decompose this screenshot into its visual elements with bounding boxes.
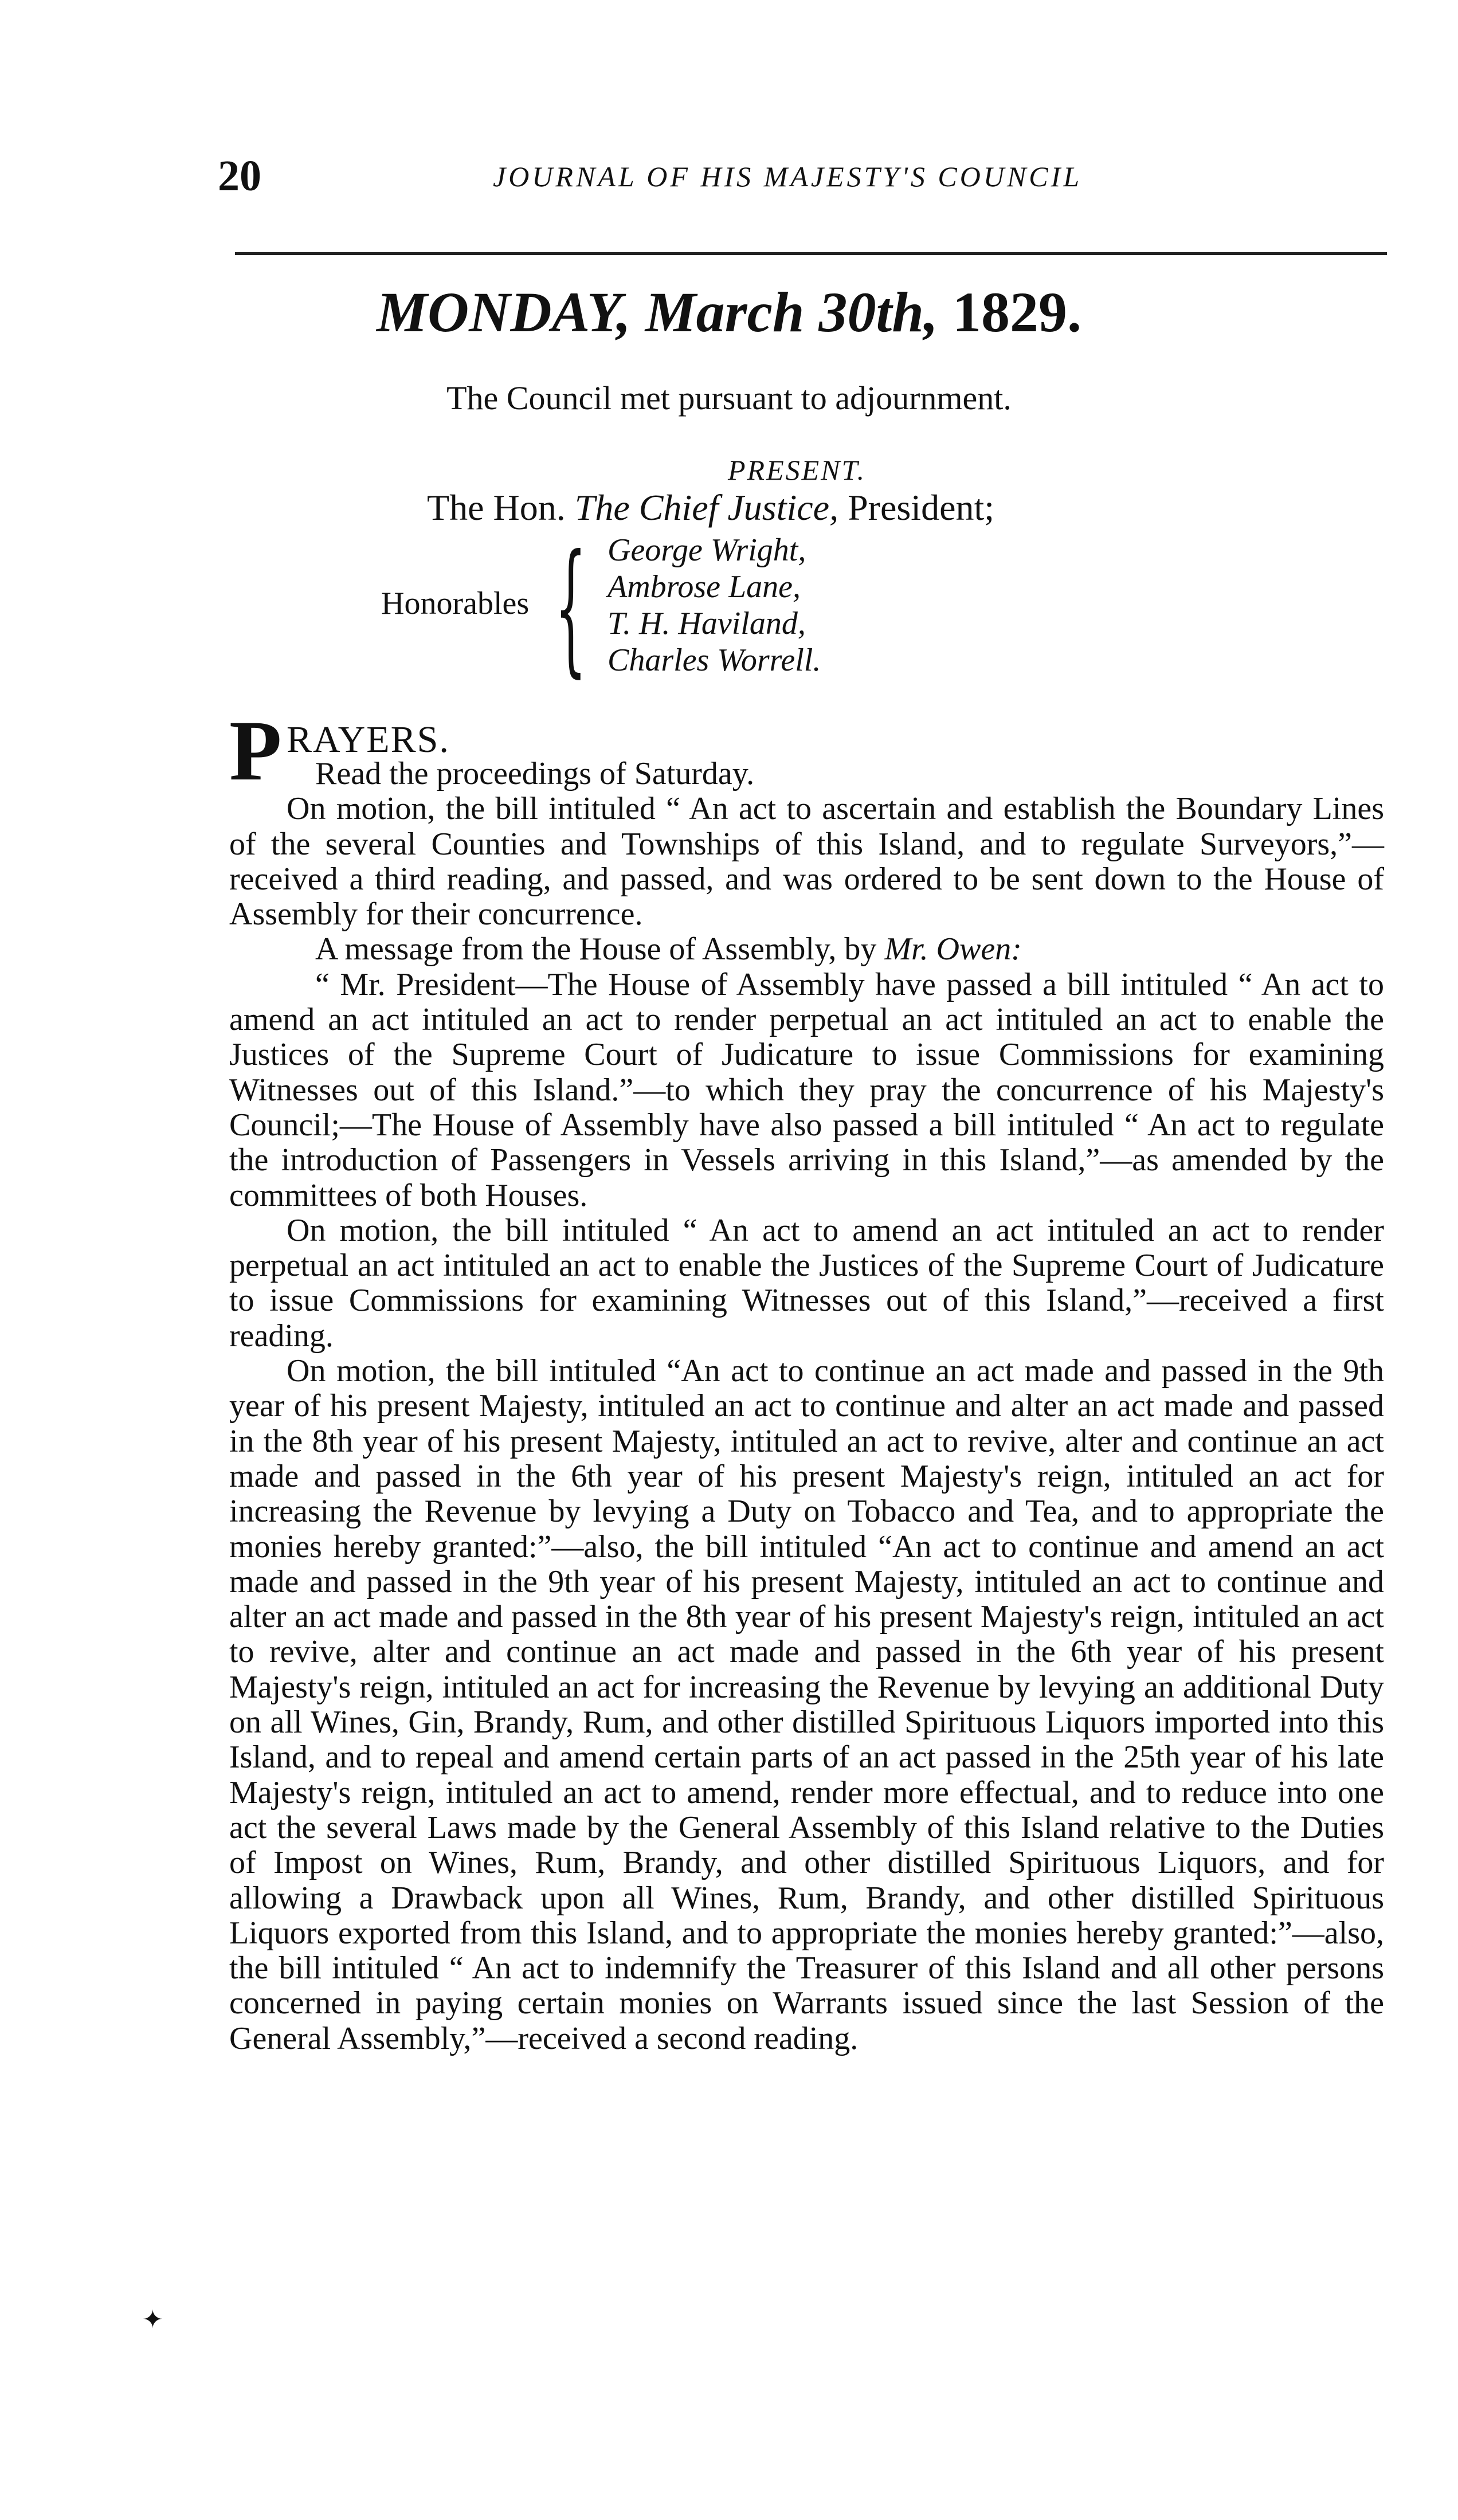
messenger-name: Mr. Owen: — [884, 931, 1022, 967]
margin-mark: ✦ — [142, 2306, 163, 2334]
president-line — [427, 486, 994, 530]
running-head — [218, 150, 1387, 202]
heading-day: MONDAY, — [377, 280, 631, 344]
header-rule — [235, 252, 1387, 255]
paragraph: Read the proceedings of Saturday. — [315, 756, 755, 791]
body-text — [229, 757, 1384, 2056]
paragraph — [229, 932, 1384, 967]
message-intro: A message from the House of Assembly, by — [315, 931, 885, 967]
member-list — [608, 532, 821, 679]
heading-date: March 30th, — [645, 280, 938, 344]
date-heading — [0, 275, 1458, 350]
heading-year: 1829. — [952, 280, 1081, 344]
president-suffix: President; — [848, 487, 995, 528]
brace-glyph: { — [555, 524, 587, 691]
paragraph: “ Mr. President—The House of Assembly have passed a bill intituled “ An act to amend an act intituled an act to render perpetual an act intituled an act to enable the Justices of the Supreme Court of Judicature to issue Commissions for examining Witnesses out of this Island.”—to which they pray the concurrence of his Majesty's Council;—The House of Assembly have also passed a bill intituled “ An act to regulate the introduction of Passengers in Vessels arriving in this Island,”—as amended by the committees of both Houses. — [229, 966, 1384, 1213]
paragraph: On motion, the bill intituled “ An act to ascertain and establish the Boundary Lines of the several Counties and Townships of this Island, and to regulate Surveyors,”—received a third reading, and passed, and was ordered to be sent down to the House of Assembly for their concurrence. — [229, 791, 1384, 932]
present-label: PRESENT. — [728, 454, 867, 486]
prayers-word: RAYERS. — [287, 719, 450, 761]
drop-cap: P — [229, 703, 282, 798]
member-name: Ambrose Lane, — [608, 569, 801, 605]
member-name: George Wright, — [608, 532, 806, 568]
page-number: 20 — [218, 152, 261, 200]
chief-justice: The Chief Justice, — [574, 487, 839, 528]
journal-title: JOURNAL OF HIS MAJESTY'S COUNCIL — [493, 160, 1083, 193]
paragraph: On motion, the bill intituled “An act to continue an act made and passed in the 9th year of his present Majesty, intituled an act to continue and alter an act made and passed in the 8th year of his present Majesty, intituled an act to revive, alter and continue an act made and passed in the 6th year of his present Majesty's reign, intituled an act for increasing the Revenue by levying a Duty on Tobacco and Tea, and to appropriate the monies hereby granted:”—also, the bill intituled “An act to continue and amend an act made and passed in the 9th year of his present Majesty, intituled an act to continue and alter an act made and passed in the 8th year of his present Majesty's reign, intituled an act to revive, alter and continue an act made and passed in the 6th year of his present Majesty's reign, intituled an act for increasing the Revenue by levying an additional Duty on all Wines, Gin, Brandy, Rum, and other distilled Spirituous Liquors imported into this Island, and to repeal and amend certain parts of an act passed in the 25th year of his late Majesty's reign, intituled an act to amend, render more effectual, and to reduce into one act the several Laws made by the General Assembly of this Island relative to the Duties of Impost on Wines, Rum, Brandy, and other distilled Spirituous Liquors, and for allowing a Drawback upon all Wines, Rum, Brandy, and other distilled Spirituous Liquors exported from this Island, and to appropriate the monies hereby granted:”—also, the bill intituled “ An act to indemnify the Treasurer of this Island and all other persons concerned in paying certain monies on Warrants issued since the last Session of the General Assembly,”—received a second reading. — [229, 1353, 1384, 2056]
hon-prefix: The Hon. — [427, 487, 566, 528]
paragraph: On motion, the bill intituled “ An act to amend an act intituled an act to render perpetual an act intituled an act to enable the Justices of the Supreme Court of Judicature to issue Commissions for examining Witnesses out of this Island,”—received a first reading. — [229, 1212, 1384, 1354]
honorables-label: Honorables — [381, 586, 530, 621]
meeting-line: The Council met pursuant to adjournment. — [446, 379, 1012, 417]
member-name: T. H. Haviland, — [608, 606, 806, 641]
member-name: Charles Worrell. — [608, 642, 821, 678]
